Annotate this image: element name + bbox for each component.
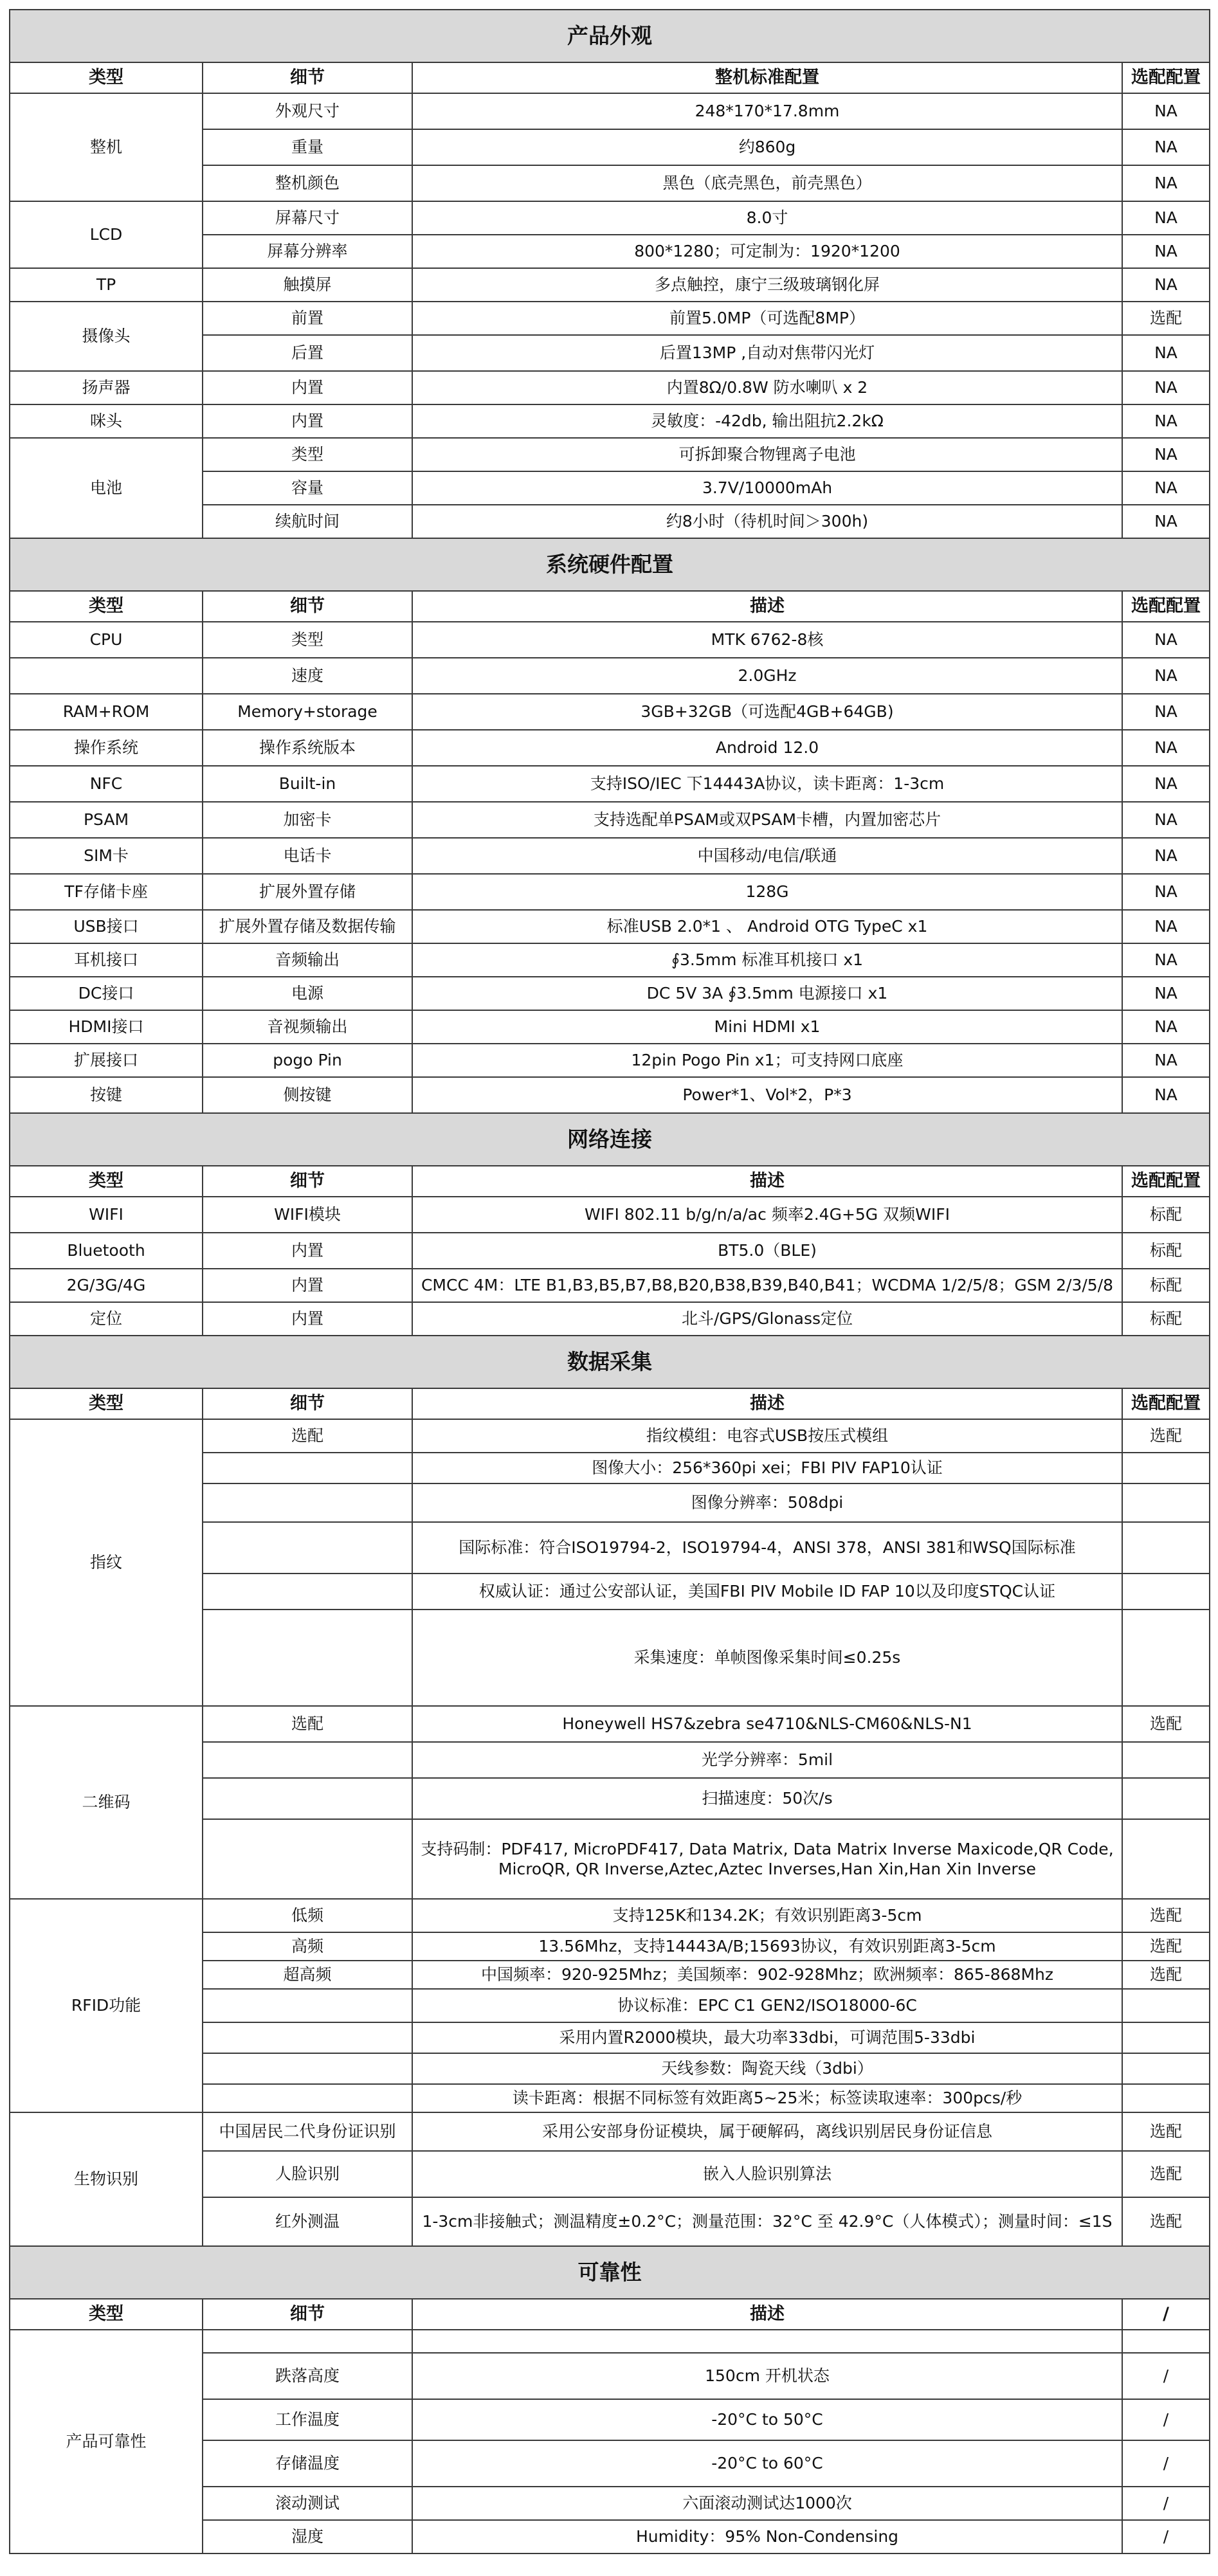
option-cell: NA <box>1122 977 1210 1010</box>
category-cell: TP <box>10 268 203 302</box>
category-cell: 耳机接口 <box>10 943 203 977</box>
detail-cell: 选配 <box>203 1419 412 1453</box>
description-cell: 多点触控，康宁三级玻璃钢化屏 <box>412 268 1122 302</box>
description-cell: 2.0GHz <box>412 658 1122 694</box>
detail-cell: 速度 <box>203 658 412 694</box>
table-row <box>10 622 1210 658</box>
description-cell: 读卡距离：根据不同标签有效距离5~25米；标签读取速率：300pcs/秒 <box>412 2084 1122 2112</box>
description-cell: 国际标准：符合ISO19794-2，ISO19794-4，ANSI 378，ANSI 381和WSQ国际标准 <box>412 1522 1122 1574</box>
table-row <box>10 1302 1210 1336</box>
option-cell: 选配 <box>1122 2197 1210 2246</box>
detail-cell: 扩展外置存储 <box>203 874 412 910</box>
detail-cell <box>203 1819 412 1899</box>
detail-cell: 续航时间 <box>203 505 412 538</box>
description-cell: 支持ISO/IEC 下14443A协议，读卡距离：1-3cm <box>412 766 1122 802</box>
detail-cell: 内置 <box>203 1233 412 1269</box>
detail-cell: 操作系统版本 <box>203 730 412 766</box>
description-cell: 图像分辨率：508dpi <box>412 1483 1122 1522</box>
header-option: / <box>1122 2299 1210 2330</box>
table-row <box>10 1706 1210 1742</box>
detail-cell: 电话卡 <box>203 838 412 874</box>
section-title: 系统硬件配置 <box>10 538 1210 591</box>
category-cell: 扩展接口 <box>10 1044 203 1077</box>
detail-cell: 工作温度 <box>203 2399 412 2440</box>
description-cell: 800*1280；可定制为：1920*1200 <box>412 235 1122 268</box>
description-cell: 支持码制：PDF417, MicroPDF417, Data Matrix, Data Matrix Inverse Maxicode,QR Code, MicroQR, QR Inverse,Aztec,Aztec Inverses,Han Xin,Han Xin Inverse <box>412 1819 1122 1899</box>
category-cell: HDMI接口 <box>10 1010 203 1044</box>
detail-cell: 加密卡 <box>203 802 412 838</box>
description-cell: 采集速度：单帧图像采集时间≤0.25s <box>412 1610 1122 1706</box>
description-cell: 支持选配单PSAM或双PSAM卡槽，内置加密芯片 <box>412 802 1122 838</box>
detail-cell <box>203 2330 412 2353</box>
option-cell: NA <box>1122 838 1210 874</box>
category-cell: Bluetooth <box>10 1233 203 1269</box>
detail-cell: 低频 <box>203 1899 412 1932</box>
detail-cell <box>203 1522 412 1574</box>
option-cell: NA <box>1122 371 1210 404</box>
description-cell: 六面滚动测试达1000次 <box>412 2487 1122 2520</box>
description-cell: 3GB+32GB（可选配4GB+64GB) <box>412 694 1122 730</box>
detail-cell <box>203 2084 412 2112</box>
description-cell: 13.56Mhz，支持14443A/B;15693协议，有效识别距离3-5cm <box>412 1932 1122 1961</box>
option-cell: NA <box>1122 165 1210 201</box>
option-cell: 标配 <box>1122 1233 1210 1269</box>
detail-cell: 内置 <box>203 371 412 404</box>
detail-cell: 类型 <box>203 622 412 658</box>
detail-cell: pogo Pin <box>203 1044 412 1077</box>
detail-cell <box>203 1483 412 1522</box>
section-title: 可靠性 <box>10 2246 1210 2299</box>
detail-cell: WIFI模块 <box>203 1197 412 1233</box>
header-main: 描述 <box>412 591 1122 622</box>
description-cell: 约8小时（待机时间＞300h) <box>412 505 1122 538</box>
option-cell: NA <box>1122 93 1210 129</box>
table-row <box>10 977 1210 1010</box>
description-cell: 150cm 开机状态 <box>412 2353 1122 2399</box>
option-cell: 选配 <box>1122 302 1210 335</box>
header-detail: 细节 <box>203 591 412 622</box>
description-cell: 1-3cm非接触式；测温精度±0.2°C；测量范围：32°C 至 42.9°C（人体模式）；测量时间：≤1S <box>412 2197 1122 2246</box>
detail-cell: 类型 <box>203 438 412 471</box>
option-cell: 选配 <box>1122 1899 1210 1932</box>
category-cell: 二维码 <box>10 1706 203 1899</box>
option-cell: NA <box>1122 802 1210 838</box>
option-cell: NA <box>1122 1077 1210 1113</box>
bottom-spacer <box>10 2553 1210 2576</box>
detail-cell <box>203 2022 412 2053</box>
option-cell: 选配 <box>1122 1419 1210 1453</box>
option-cell: NA <box>1122 766 1210 802</box>
description-cell: MTK 6762-8核 <box>412 622 1122 658</box>
description-cell: Humidity：95% Non-Condensing <box>412 2520 1122 2553</box>
detail-cell: 侧按键 <box>203 1077 412 1113</box>
option-cell <box>1122 2330 1210 2353</box>
option-cell: NA <box>1122 404 1210 438</box>
description-cell: 图像大小：256*360pi xei；FBI PIV FAP10认证 <box>412 1453 1122 1483</box>
description-cell: 约860g <box>412 129 1122 165</box>
header-option: 选配配置 <box>1122 1166 1210 1197</box>
description-cell: 采用公安部身份证模块，属于硬解码，离线识别居民身份证信息 <box>412 2112 1122 2151</box>
table-row <box>10 404 1210 438</box>
description-cell: 光学分辨率：5mil <box>412 1742 1122 1778</box>
category-cell: RFID功能 <box>10 1899 203 2112</box>
detail-cell <box>203 1989 412 2022</box>
description-cell: 8.0寸 <box>412 201 1122 235</box>
description-cell: 248*170*17.8mm <box>412 93 1122 129</box>
table-row <box>10 302 1210 335</box>
option-cell <box>1122 1522 1210 1574</box>
table-row <box>10 874 1210 910</box>
table-row <box>10 1197 1210 1233</box>
option-cell <box>1122 2053 1210 2084</box>
description-cell: 中国频率：920-925Mhz；美国频率：902-928Mhz；欧洲频率：865-868Mhz <box>412 1961 1122 1989</box>
detail-cell <box>203 1778 412 1819</box>
table-row <box>10 1899 1210 1932</box>
header-main: 描述 <box>412 2299 1122 2330</box>
detail-cell: 屏幕分辨率 <box>203 235 412 268</box>
description-cell: 采用内置R2000模块，最大功率33dbi，可调范围5-33dbi <box>412 2022 1122 2053</box>
detail-cell: 内置 <box>203 1269 412 1302</box>
description-cell: BT5.0（BLE) <box>412 1233 1122 1269</box>
description-cell: DC 5V 3A ∮3.5mm 电源接口 x1 <box>412 977 1122 1010</box>
header-detail: 细节 <box>203 1166 412 1197</box>
option-cell: NA <box>1122 1010 1210 1044</box>
column-header-row <box>10 62 1210 93</box>
category-cell: USB接口 <box>10 910 203 943</box>
header-main: 整机标准配置 <box>412 62 1122 93</box>
detail-cell: 扩展外置存储及数据传输 <box>203 910 412 943</box>
description-cell: -20°C to 60°C <box>412 2440 1122 2487</box>
header-detail: 细节 <box>203 62 412 93</box>
option-cell: 选配 <box>1122 2151 1210 2197</box>
option-cell: NA <box>1122 694 1210 730</box>
category-cell: 摄像头 <box>10 302 203 371</box>
option-cell: NA <box>1122 129 1210 165</box>
detail-cell: 前置 <box>203 302 412 335</box>
detail-cell: 音频输出 <box>203 943 412 977</box>
column-header-row <box>10 2299 1210 2330</box>
header-type: 类型 <box>10 1166 203 1197</box>
detail-cell: 存储温度 <box>203 2440 412 2487</box>
header-detail: 细节 <box>203 1388 412 1419</box>
description-cell: 3.7V/10000mAh <box>412 471 1122 505</box>
option-cell: NA <box>1122 268 1210 302</box>
description-cell: 灵敏度：-42db, 输出阻抗2.2kΩ <box>412 404 1122 438</box>
option-cell: 标配 <box>1122 1302 1210 1336</box>
section-title-row <box>10 10 1210 62</box>
category-cell: 定位 <box>10 1302 203 1336</box>
table-row <box>10 1269 1210 1302</box>
option-cell: / <box>1122 2487 1210 2520</box>
option-cell: / <box>1122 2440 1210 2487</box>
category-cell: 指纹 <box>10 1419 203 1706</box>
column-header-row <box>10 1166 1210 1197</box>
detail-cell: 内置 <box>203 404 412 438</box>
bottom-spacer-row <box>10 2553 1210 2576</box>
option-cell: NA <box>1122 874 1210 910</box>
option-cell: NA <box>1122 730 1210 766</box>
category-cell: RAM+ROM <box>10 694 203 730</box>
table-row <box>10 838 1210 874</box>
header-option: 选配配置 <box>1122 62 1210 93</box>
description-cell: 前置5.0MP（可选配8MP） <box>412 302 1122 335</box>
option-cell: NA <box>1122 943 1210 977</box>
option-cell: 标配 <box>1122 1269 1210 1302</box>
option-cell: 选配 <box>1122 2112 1210 2151</box>
option-cell: NA <box>1122 335 1210 371</box>
option-cell: NA <box>1122 1044 1210 1077</box>
table-row <box>10 268 1210 302</box>
section-title: 产品外观 <box>10 10 1210 62</box>
header-option: 选配配置 <box>1122 1388 1210 1419</box>
description-cell: CMCC 4M：LTE B1,B3,B5,B7,B8,B20,B38,B39,B40,B41；WCDMA 1/2/5/8；GSM 2/3/5/8 <box>412 1269 1122 1302</box>
detail-cell: 容量 <box>203 471 412 505</box>
detail-cell: 外观尺寸 <box>203 93 412 129</box>
description-cell: Android 12.0 <box>412 730 1122 766</box>
option-cell <box>1122 1989 1210 2022</box>
description-cell: 嵌入人脸识别算法 <box>412 2151 1122 2197</box>
table-row <box>10 1044 1210 1077</box>
detail-cell: 湿度 <box>203 2520 412 2553</box>
table-row <box>10 371 1210 404</box>
option-cell <box>1122 1778 1210 1819</box>
category-cell: LCD <box>10 201 203 268</box>
category-cell: 扬声器 <box>10 371 203 404</box>
category-cell: 整机 <box>10 93 203 201</box>
description-cell: 扫描速度：50次/s <box>412 1778 1122 1819</box>
category-cell: 生物识别 <box>10 2112 203 2246</box>
description-cell: Mini HDMI x1 <box>412 1010 1122 1044</box>
detail-cell: 选配 <box>203 1706 412 1742</box>
table-row <box>10 658 1210 694</box>
description-cell: 128G <box>412 874 1122 910</box>
detail-cell: 音视频输出 <box>203 1010 412 1044</box>
detail-cell: 整机颜色 <box>203 165 412 201</box>
detail-cell <box>203 1610 412 1706</box>
description-cell: 后置13MP ,自动对焦带闪光灯 <box>412 335 1122 371</box>
description-cell: Power*1、Vol*2，P*3 <box>412 1077 1122 1113</box>
column-header-row <box>10 591 1210 622</box>
category-cell: DC接口 <box>10 977 203 1010</box>
table-row <box>10 201 1210 235</box>
category-cell: NFC <box>10 766 203 802</box>
option-cell <box>1122 1610 1210 1706</box>
category-cell <box>10 658 203 694</box>
section-title: 网络连接 <box>10 1113 1210 1166</box>
description-cell: -20°C to 50°C <box>412 2399 1122 2440</box>
option-cell: NA <box>1122 471 1210 505</box>
header-type: 类型 <box>10 591 203 622</box>
section-title-row <box>10 2246 1210 2299</box>
option-cell <box>1122 2022 1210 2053</box>
section-title-row <box>10 538 1210 591</box>
description-cell: Honeywell HS7&zebra se4710&NLS-CM60&NLS-N1 <box>412 1706 1122 1742</box>
option-cell: NA <box>1122 622 1210 658</box>
option-cell: 选配 <box>1122 1961 1210 1989</box>
table-row <box>10 802 1210 838</box>
section-title-row <box>10 1336 1210 1388</box>
detail-cell <box>203 1453 412 1483</box>
description-cell: 中国移动/电信/联通 <box>412 838 1122 874</box>
category-cell: TF存储卡座 <box>10 874 203 910</box>
description-cell: 可拆卸聚合物锂离子电池 <box>412 438 1122 471</box>
detail-cell: 内置 <box>203 1302 412 1336</box>
option-cell <box>1122 1483 1210 1522</box>
column-header-row <box>10 1388 1210 1419</box>
detail-cell: 后置 <box>203 335 412 371</box>
header-type: 类型 <box>10 1388 203 1419</box>
description-cell: WIFI 802.11 b/g/n/a/ac 频率2.4G+5G 双频WIFI <box>412 1197 1122 1233</box>
category-cell: 2G/3G/4G <box>10 1269 203 1302</box>
table-row <box>10 1010 1210 1044</box>
header-main: 描述 <box>412 1166 1122 1197</box>
description-cell: 标准USB 2.0*1 、 Android OTG TypeC x1 <box>412 910 1122 943</box>
description-cell: 支持125K和134.2K；有效识别距离3-5cm <box>412 1899 1122 1932</box>
header-type: 类型 <box>10 2299 203 2330</box>
detail-cell: 中国居民二代身份证识别 <box>203 2112 412 2151</box>
option-cell: NA <box>1122 505 1210 538</box>
category-cell: 产品可靠性 <box>10 2330 203 2553</box>
category-cell: 操作系统 <box>10 730 203 766</box>
table-row <box>10 1419 1210 1453</box>
detail-cell <box>203 2053 412 2084</box>
table-row <box>10 694 1210 730</box>
table-row <box>10 730 1210 766</box>
detail-cell: 电源 <box>203 977 412 1010</box>
option-cell: 选配 <box>1122 1706 1210 1742</box>
header-option: 选配配置 <box>1122 591 1210 622</box>
detail-cell: 触摸屏 <box>203 268 412 302</box>
category-cell: 咪头 <box>10 404 203 438</box>
detail-cell: 人脸识别 <box>203 2151 412 2197</box>
table-row <box>10 943 1210 977</box>
option-cell <box>1122 2084 1210 2112</box>
category-cell: 电池 <box>10 438 203 538</box>
table-row <box>10 1077 1210 1113</box>
description-cell: 指纹模组：电容式USB按压式模组 <box>412 1419 1122 1453</box>
detail-cell: Memory+storage <box>203 694 412 730</box>
detail-cell: 高频 <box>203 1932 412 1961</box>
table-row <box>10 2330 1210 2353</box>
description-cell <box>412 2330 1122 2353</box>
category-cell: CPU <box>10 622 203 658</box>
table-row <box>10 2112 1210 2151</box>
option-cell: NA <box>1122 910 1210 943</box>
option-cell: NA <box>1122 438 1210 471</box>
header-main: 描述 <box>412 1388 1122 1419</box>
option-cell: NA <box>1122 235 1210 268</box>
category-cell: WIFI <box>10 1197 203 1233</box>
description-cell: 协议标准：EPC C1 GEN2/ISO18000-6C <box>412 1989 1122 2022</box>
option-cell: / <box>1122 2520 1210 2553</box>
detail-cell: 滚动测试 <box>203 2487 412 2520</box>
category-cell: 按键 <box>10 1077 203 1113</box>
option-cell <box>1122 1574 1210 1610</box>
option-cell: NA <box>1122 658 1210 694</box>
description-cell: 黑色（底壳黑色，前壳黑色） <box>412 165 1122 201</box>
detail-cell: 超高频 <box>203 1961 412 1989</box>
description-cell: 北斗/GPS/Glonass定位 <box>412 1302 1122 1336</box>
table-row <box>10 766 1210 802</box>
option-cell: / <box>1122 2353 1210 2399</box>
table-row <box>10 1233 1210 1269</box>
category-cell: SIM卡 <box>10 838 203 874</box>
detail-cell: Built-in <box>203 766 412 802</box>
spec-sheet-body <box>10 10 1210 2576</box>
option-cell: / <box>1122 2399 1210 2440</box>
table-row <box>10 438 1210 471</box>
detail-cell <box>203 1574 412 1610</box>
description-cell: 内置8Ω/0.8W 防水喇叭 x 2 <box>412 371 1122 404</box>
option-cell: 选配 <box>1122 1932 1210 1961</box>
header-type: 类型 <box>10 62 203 93</box>
description-cell: 12pin Pogo Pin x1；可支持网口底座 <box>412 1044 1122 1077</box>
section-title-row <box>10 1113 1210 1166</box>
description-cell: ∮3.5mm 标准耳机接口 x1 <box>412 943 1122 977</box>
detail-cell <box>203 1742 412 1778</box>
detail-cell: 重量 <box>203 129 412 165</box>
detail-cell: 跌落高度 <box>203 2353 412 2399</box>
spec-sheet <box>9 9 1210 2576</box>
description-cell: 天线参数：陶瓷天线（3dbi） <box>412 2053 1122 2084</box>
table-row <box>10 910 1210 943</box>
category-cell: PSAM <box>10 802 203 838</box>
table-row <box>10 93 1210 129</box>
detail-cell: 红外测温 <box>203 2197 412 2246</box>
description-cell: 权威认证：通过公安部认证，美国FBI PIV Mobile ID FAP 10以及印度STQC认证 <box>412 1574 1122 1610</box>
option-cell: 标配 <box>1122 1197 1210 1233</box>
section-title: 数据采集 <box>10 1336 1210 1388</box>
header-detail: 细节 <box>203 2299 412 2330</box>
option-cell: NA <box>1122 201 1210 235</box>
option-cell <box>1122 1742 1210 1778</box>
option-cell <box>1122 1453 1210 1483</box>
detail-cell: 屏幕尺寸 <box>203 201 412 235</box>
option-cell <box>1122 1819 1210 1899</box>
